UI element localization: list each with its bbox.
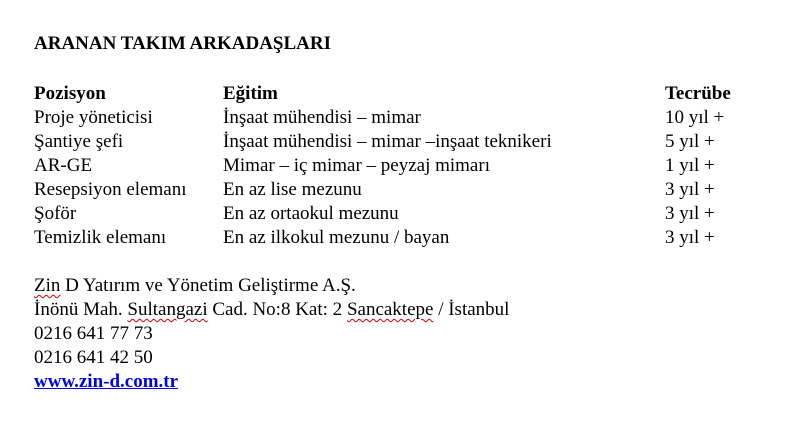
address-part: / İstanbul xyxy=(433,299,510,320)
positions-table xyxy=(34,82,774,250)
cell-position: Resepsiyon elemanı xyxy=(34,179,187,200)
website-link[interactable]: www.zin-d.com.tr xyxy=(34,371,179,392)
table-row xyxy=(34,130,774,154)
cell-education: İnşaat mühendisi – mimar xyxy=(223,107,421,128)
cell-experience: 10 yıl + xyxy=(665,107,725,128)
cell-education: İnşaat mühendisi – mimar –inşaat teknikeri xyxy=(223,131,552,152)
cell-education: En az lise mezunu xyxy=(223,179,362,200)
cell-education: En az ortaokul mezunu xyxy=(223,203,399,224)
table-header-row xyxy=(34,82,774,106)
contact-block xyxy=(34,274,774,394)
table-row xyxy=(34,178,774,202)
company-name-line xyxy=(34,274,774,298)
cell-experience: 3 yıl + xyxy=(665,203,715,224)
cell-education: En az ilkokul mezunu / bayan xyxy=(223,227,450,248)
header-education: Eğitim xyxy=(223,83,278,104)
cell-experience: 5 yıl + xyxy=(665,131,715,152)
cell-position: Proje yöneticisi xyxy=(34,107,153,128)
table-row xyxy=(34,154,774,178)
header-position: Pozisyon xyxy=(34,83,106,104)
company-name-rest: D Yatırım ve Yönetim Geliştirme A.Ş. xyxy=(60,275,356,296)
company-name-misspelled: Zin xyxy=(34,275,61,296)
cell-position: Şantiye şefi xyxy=(34,131,124,152)
document-page xyxy=(34,30,774,394)
cell-experience: 1 yıl + xyxy=(665,155,715,176)
address-street-misspelled: Sultangazi xyxy=(127,299,208,320)
table-row xyxy=(34,226,774,250)
address-part: İnönü Mah. xyxy=(34,299,128,320)
address-district-misspelled: Sancaktepe xyxy=(346,299,434,320)
table-row xyxy=(34,202,774,226)
table-row xyxy=(34,106,774,130)
cell-position: Şoför xyxy=(34,203,77,224)
header-experience: Tecrübe xyxy=(665,83,731,104)
document-title: ARANAN TAKIM ARKADAŞLARI xyxy=(34,33,331,54)
phone-1: 0216 641 77 73 xyxy=(34,323,153,344)
cell-position: Temizlik elemanı xyxy=(34,227,167,248)
address-part: Cad. No:8 Kat: 2 xyxy=(207,299,347,320)
phone-2: 0216 641 42 50 xyxy=(34,347,153,368)
cell-education: Mimar – iç mimar – peyzaj mimarı xyxy=(223,155,490,176)
cell-position: AR-GE xyxy=(34,155,93,176)
address-line xyxy=(34,298,774,322)
cell-experience: 3 yıl + xyxy=(665,227,715,248)
cell-experience: 3 yıl + xyxy=(665,179,715,200)
